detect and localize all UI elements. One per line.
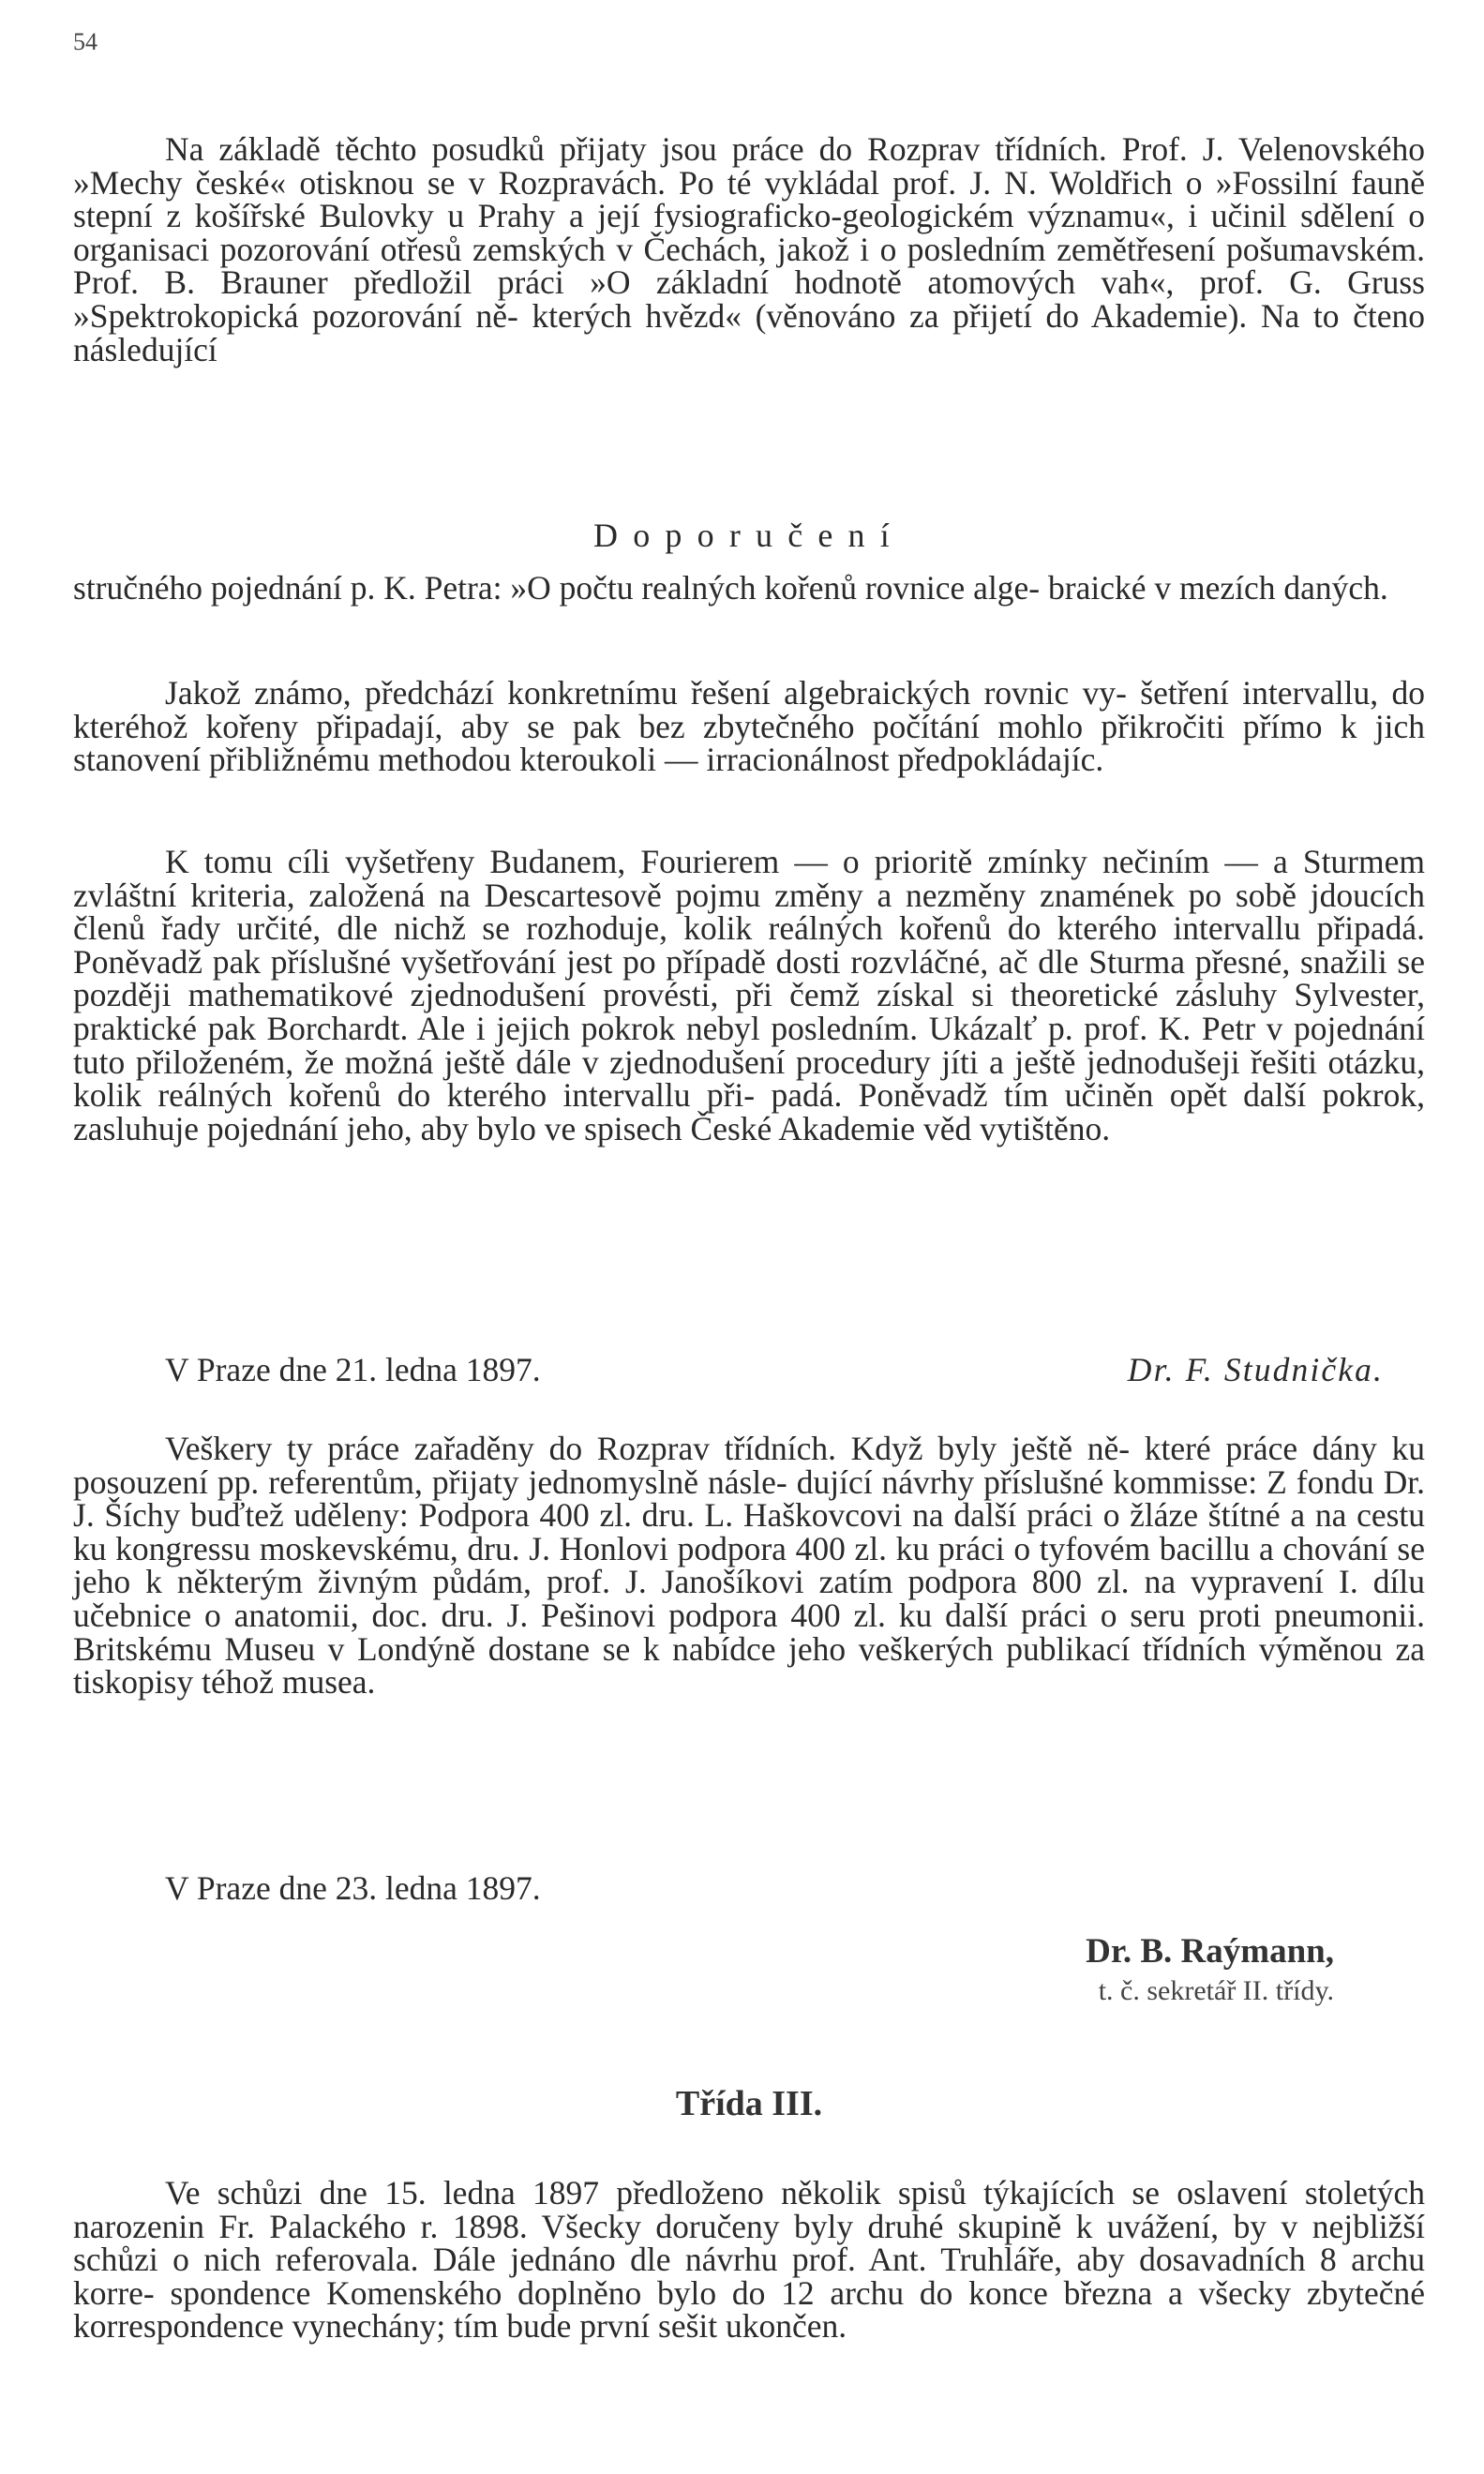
recommendation-heading: Doporučení — [593, 517, 905, 554]
section-1-paragraph — [73, 130, 1426, 368]
text-line: počítání mohlo přikročiti přímo k jich stanovení přibližnému methodou — [73, 707, 1425, 779]
text-line: o organisaci pozorování otřesů zemských v Čechách, jakož i o posledním — [73, 197, 1426, 268]
text-line: aby bylo ve spisech České Akademie věd vytištěno. — [420, 1109, 1111, 1147]
text-line: které práce dány ku posouzení pp. referentům, přijaty jednomyslně násle- — [73, 1430, 1426, 1501]
text-line: spondence Komenského doplněno bylo do 12 archu do konce března — [170, 2273, 1153, 2312]
recommendation-signature: Dr. F. Studnička. — [1127, 1351, 1384, 1388]
text-line: Prof. J. Velenovského »Mechy české« otisknou se v Rozpravách. Po — [73, 130, 1425, 202]
section-1-text — [73, 130, 1426, 368]
text-line: dující návrhy příslušné kommisse: Z fondu Dr. J. Šíchy buďtež uděleny: — [73, 1462, 1425, 1535]
section-3-paragraph — [73, 2174, 1425, 2346]
text-line: Bulovky u Prahy a její fysiograficko-geologickém významu«, i učinil sdělení — [319, 197, 1395, 235]
section-2-date-text: V Praze dne 23. ledna 1897. — [165, 1869, 541, 1907]
text-line: Ale i jejich pokrok nebyl posledním. Ukázalť p. prof. K. Petr v pojednání — [416, 1009, 1425, 1047]
recommendation-paragraph-2-text — [73, 843, 1426, 1147]
signer-name: Dr. B. Raýmann, — [1086, 1932, 1334, 1971]
text-line: veškerých publikací třídních výměnou za tiskopisy téhož musea. — [73, 1629, 1426, 1702]
text-line: čemž získal si theoretické zásluhy Sylvester, praktické pak Borchardt. — [73, 976, 1426, 1047]
recommendation-title-text — [73, 569, 1425, 607]
text-line: Jakož známo, předchází konkretnímu řešení algebraických rovnic vy- — [165, 674, 1127, 712]
text-line: Sturma přesné, snažili se později mathematikové zjednodušení provésti, při — [73, 942, 1426, 1014]
page-number: 54 — [73, 28, 97, 55]
text-line: Poněvadž pak příslušné vyšetřování jest po případě dosti rozvláčné, ač dle — [73, 942, 1079, 981]
text-line: druhé skupině k uvážení, by v nejbližší schůzi o nich referovala. Dále — [73, 2207, 1425, 2279]
section-3-text — [73, 2174, 1425, 2346]
text-line: K tomu cíli vyšetřeny Budanem, Fourierem — o prioritě zmínky — [165, 843, 1087, 880]
text-line: šetření intervallu, do kteréhož kořeny připadají, aby se pak bez zbytečného — [73, 674, 1425, 745]
text-line: Ve schůzi dne 15. ledna 1897 předloženo několik spisů týkajících se — [165, 2174, 1160, 2212]
text-line: cestu ku kongressu moskevskému, dru. J. Honlovi podpora 400 zl. ku — [73, 1496, 1426, 1567]
text-line: proti pneumonii. Britskému Museu v Londýně dostane se k nabídce jeho — [73, 1596, 1425, 1668]
text-line: o anatomii, doc. dru. J. Pešinovi podpora 400 zl. ku další práci o seru — [203, 1596, 1186, 1634]
section-2-paragraph — [73, 1432, 1425, 1700]
text-line: Na základě těchto posudků přijaty jsou práce do Rozprav třídních. — [165, 130, 1107, 168]
text-line: jednáno dle návrhu prof. Ant. Truhláře, aby dosavadních 8 archu korre- — [73, 2241, 1425, 2312]
text-line: kteroukoli — irracionálnost předpokládajíc. — [519, 741, 1104, 779]
text-line: práci o tyfovém bacillu a chování se jeho k některým živným půdám, prof. — [73, 1529, 1426, 1601]
recommendation-date-signature — [165, 1350, 1384, 1389]
text-line: té vykládal prof. J. N. Woldřich o »Fossilní fauně stepní z košířské — [73, 163, 1426, 235]
text-line: změny a nezměny znamének po sobě jdoucích členů řady určité, dle — [73, 876, 1425, 948]
section-2-date — [165, 1868, 1384, 1908]
section-2-text — [73, 1432, 1425, 1700]
text-line: Veškery ty práce zařaděny do Rozprav třídních. Když byly ještě ně- — [165, 1430, 1131, 1467]
class-iii-heading: Třída III. — [675, 2084, 823, 2123]
text-line: nichž se rozhoduje, kolik reálných kořenů do kterého intervallu připadá. — [394, 909, 1425, 948]
text-line: kterých hvězd« (věnováno za přijetí do Akademie). Na to čteno následující — [73, 296, 1425, 368]
recommendation-paragraph-1-text — [73, 674, 1425, 779]
signer-title: t. č. sekretář II. třídy. — [1098, 1975, 1334, 2006]
text-line: braické v mezích daných. — [1048, 569, 1388, 607]
recommendation-paragraph-2 — [73, 843, 1426, 1147]
recommendation-paragraph-1 — [73, 674, 1425, 779]
text-line: padá. Poněvadž tím učiněn opět další pokrok, zasluhuje pojednání jeho, — [73, 1076, 1425, 1147]
text-line: zemětřesení pošumavském. Prof. B. Brauner předložil práci »O základní — [73, 230, 1426, 302]
text-line: oslavení stoletých narozenin Fr. Palackého r. 1898. Všecky doručeny byly — [73, 2174, 1425, 2245]
text-line: a všecky zbytečné korrespondence vynechány; tím bude první sešit ukončen. — [73, 2273, 1425, 2346]
text-line: jednodušeji řešiti otázku, kolik reálných kořenů do kterého intervallu při- — [73, 1042, 1426, 1115]
recommendation-date: V Praze dne 21. ledna 1897. — [165, 1351, 541, 1388]
recommendation-title — [73, 569, 1425, 607]
text-line: tuto přiloženém, že možná ještě dále v zjednodušení procedury jíti a ještě — [73, 1042, 1076, 1081]
text-line: J. Janošíkovi zatím podpora 800 zl. na vypravení I. dílu učebnice — [73, 1563, 1425, 1634]
text-line: hodnotě atomových vah«, prof. G. Gruss »Spektrokopická pozorování ně- — [73, 263, 1425, 335]
text-line: nečiním — a Sturmem zvláštní kriteria, založená na Descartesově pojmu — [73, 843, 1425, 914]
text-line: stručného pojednání p. K. Petra: »O počtu realných kořenů rovnice alge- — [73, 569, 1041, 607]
section-2-signature — [1086, 1931, 1334, 2007]
text-line: Podpora 400 zl. dru. L. Haškovcovi na další práci o žláze štítné a na — [418, 1496, 1347, 1535]
